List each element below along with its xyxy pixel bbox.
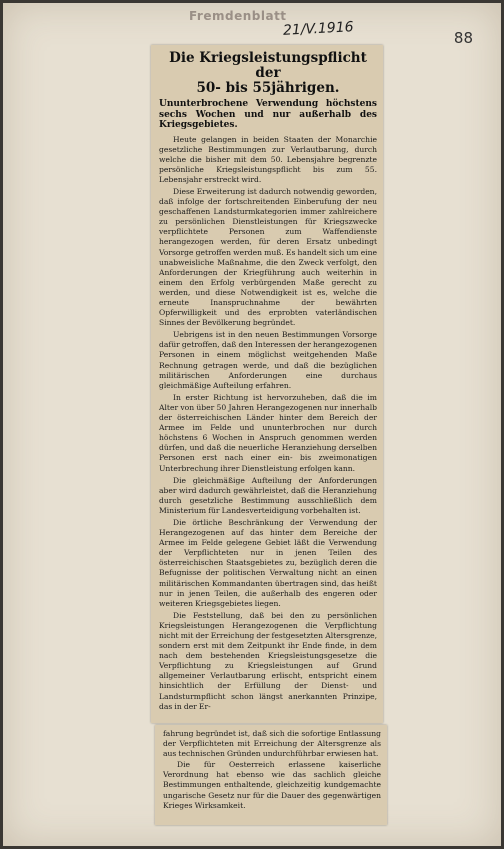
- continuation-paragraph: Die für Oesterreich erlassene kaiserliche Verordnung hat ebenso wie das sachlich gleiche Bestimmungen enthaltende, gleichzeitig kundgemachte ungarische Gesetz nur für die Dauer des gegenwärtigen Krieges Wirksamkeit.: [163, 760, 381, 810]
- article-paragraph: In erster Richtung ist hervorzuheben, daß die im Alter von über 50 Jahren Herangezogenen nur innerhalb der österreichischen Länder hinter dem Bereich der Armee im Felde und ununterbrochen nur durch höchstens 6 Wochen in Anspruch genommen werden dürfen, und daß die neuerliche Heranziehung derselben Personen erst nach einer ein- bis zweimonatigen Unterbrechung ihrer Dienstleistung erfolgen kann.: [159, 392, 377, 473]
- page-number: 88: [453, 29, 473, 47]
- newspaper-clipping-main: [151, 45, 383, 723]
- article-paragraph: Die gleichmäßige Aufteilung der Anforderungen aber wird dadurch gewährleistet, daß die Heranziehung durch gesetzliche Bestimmung ausschließlich dem Ministerium für Landesverteidigung vorbehalten ist.: [159, 475, 377, 515]
- article-headline: [159, 51, 377, 96]
- article-paragraph: Diese Erweiterung ist dadurch notwendig geworden, daß infolge der fortschreitenden Einberufung der neu geschaffenen Landsturmkategorien immer zahlreichere zu persönlichen Dienstleistungen für Kriegszwecke verpflichtete Personen zum Waffendienste herangezogen werden, für deren Ersatz unbedingt Vorsorge getroffen werden muß. Es handelt sich um eine unabweisliche Maßnahme, die den Zweck verfolgt, den Anforderungen der Kriegführung auch weiterhin in einem den Erfolg verbürgenden Maße gerecht zu werden, und diese Notwendigkeit ist es, welche die erneute Inanspruchnahme der bewährten Opferwilligkeit und des erprobten vaterländischen Sinnes der Bevölkerung begründet.: [159, 186, 377, 328]
- headline-line-1: Die Kriegsleistungspflicht der: [169, 50, 367, 81]
- article-paragraph: Die örtliche Beschränkung der Verwendung der Herangezogenen auf das hinter dem Bereiche der Armee im Felde gelegene Gebiet läßt die Verwendung der Verpflichteten nur in jenen Teilen des österreichischen Staatsgebietes zu, bezüglich deren die Befugnisse der politischen Verwaltung nicht an einen militärischen Kommandanten übertragen sind, das heißt nur in jenen Teilen, die außerhalb des engeren oder weiteren Kriegsgebietes liegen.: [159, 517, 377, 608]
- article-paragraph: Heute gelangen in beiden Staaten der Monarchie gesetzliche Bestimmungen zur Verlautbarung, durch welche die bisher mit dem 50. Lebensjahre begrenzte persönliche Kriegsleistungspflicht bis zum 55. Lebensjahr erstreckt wird.: [159, 134, 377, 184]
- newspaper-stamp: Fremdenblatt: [189, 9, 287, 23]
- continuation-paragraph: fahrung begründet ist, daß sich die sofortige Entlassung der Verpflichteten mit Erreichung der Altersgrenze als aus technischen Gründen undurchführbar erwiesen hat.: [163, 729, 381, 759]
- headline-line-2: 50- bis 55jährigen.: [196, 80, 340, 96]
- handwritten-date: 21/V.1916: [282, 19, 354, 39]
- article-subheadline: Ununterbrochene Verwendung höchstens sechs Wochen und nur außerhalb des Kriegsgebietes.: [159, 99, 377, 130]
- archive-page: [3, 3, 501, 846]
- newspaper-clipping-continuation: [155, 725, 387, 825]
- article-paragraph: Die Feststellung, daß bei den zu persönlichen Kriegsleistungen Herangezogenen die Verpflichtung nicht mit der Erreichung der festgesetzten Altersgrenze, sondern erst mit dem Zeitpunkt ihr Ende finde, in dem nach dem bestehenden Kriegsleistungsgesetze die Verpflichtung zu Kriegsleistungen auf Grund allgemeiner Verlautbarung erlischt, entspricht einem hinsichtlich der Erfüllung der Dienst- und Landsturmpflicht schon längst anerkannten Prinzipe, das in der Er-: [159, 610, 377, 711]
- article-paragraph: Uebrigens ist in den neuen Bestimmungen Vorsorge dafür getroffen, daß den Interessen der herangezogenen Personen in einem möglichst weitgehenden Maße Rechnung getragen werde, und daß die bezüglichen militärischen Anforderungen eine durchaus gleichmäßige Aufteilung erfahren.: [159, 330, 377, 390]
